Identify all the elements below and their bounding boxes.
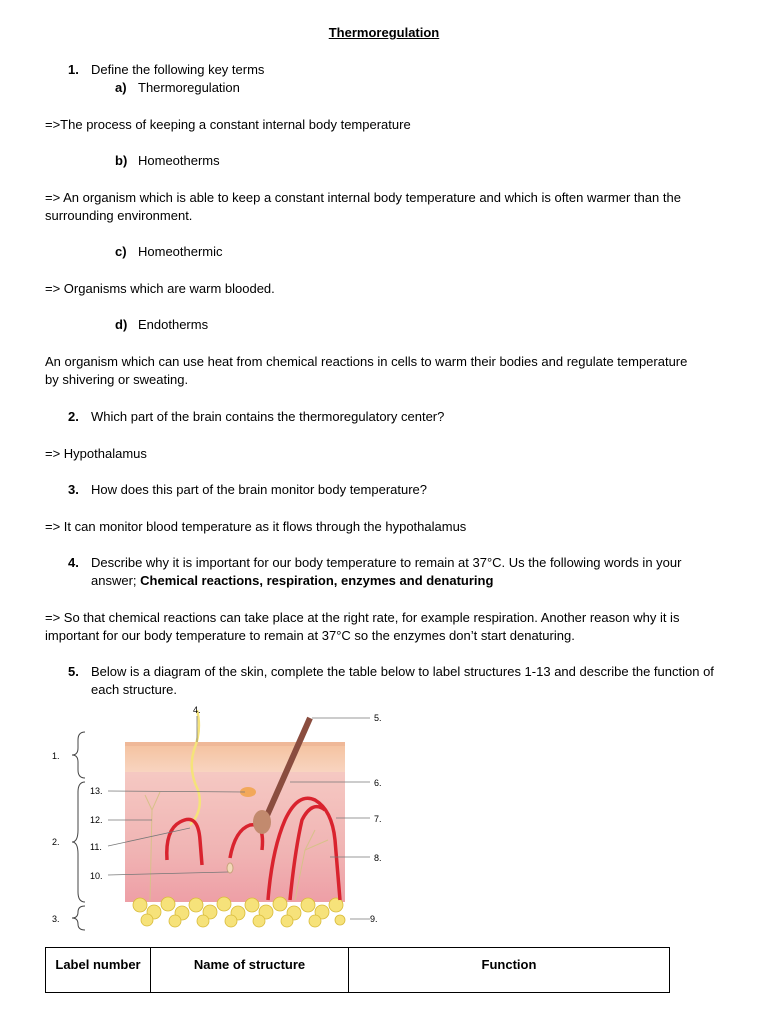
table-header-name: Name of structure <box>151 948 349 993</box>
receptor <box>227 863 233 873</box>
answer-4: => So that chemical reactions can take place at the right rate, for example respiration. Another reason why it is important for our body temperature to remain at 37°C so the enzymes don’t start denaturing. <box>45 610 680 643</box>
question-3-text: How does this part of the brain monitor body temperature? <box>91 482 428 497</box>
question-2-text: Which part of the brain contains the thermoregulatory center? <box>91 409 445 424</box>
term-c: Homeothermic <box>138 244 223 259</box>
term-d-letter: d) <box>115 317 128 332</box>
term-b: Homeotherms <box>138 153 220 168</box>
table-header-function: Function <box>349 948 670 993</box>
diagram-label-5: 5. <box>374 713 382 723</box>
diagram-label-10: 10. <box>90 871 103 881</box>
layer-brackets <box>72 732 85 930</box>
diagram-label-11: 11. <box>90 842 102 852</box>
diagram-label-12: 12. <box>90 815 103 825</box>
question-5-text: Below is a diagram of the skin, complete the table below to label structures 1-13 and describe the function of each structure. <box>91 664 714 697</box>
diagram-label-8: 8. <box>374 853 382 863</box>
table-header-label-number: Label number <box>46 948 151 993</box>
diagram-label-1: 1. <box>52 751 60 761</box>
answer-3: => It can monitor blood temperature as it flows through the hypothalamus <box>45 519 467 534</box>
skin-surface <box>125 742 345 746</box>
skin-diagram <box>40 700 400 940</box>
term-a: Thermoregulation <box>138 80 240 95</box>
diagram-label-6: 6. <box>374 778 382 788</box>
question-5-number: 5. <box>68 664 79 679</box>
hair-follicle <box>253 810 271 834</box>
term-a-letter: a) <box>115 80 127 95</box>
question-4-prompt: Describe why it is important for our body temperature to remain at 37°C. Us the following words in your answer; <box>91 555 682 588</box>
diagram-label-3: 3. <box>52 914 60 924</box>
page-title: Thermoregulation <box>328 25 440 40</box>
answer-c: => Organisms which are warm blooded. <box>45 281 275 296</box>
term-d: Endotherms <box>138 317 209 332</box>
diagram-label-2: 2. <box>52 837 60 847</box>
question-1-number: 1. <box>68 62 79 77</box>
diagram-label-4: 4. <box>193 705 201 715</box>
term-b-letter: b) <box>115 153 128 168</box>
question-4-keywords: Chemical reactions, respiration, enzymes and denaturing <box>140 573 494 588</box>
question-2-number: 2. <box>68 409 79 424</box>
answer-a: =>The process of keeping a constant internal body temperature <box>45 117 411 132</box>
diagram-label-13: 13. <box>90 786 103 796</box>
table-header-row <box>46 948 670 993</box>
question-3-number: 3. <box>68 482 79 497</box>
term-c-letter: c) <box>115 244 127 259</box>
question-4-number: 4. <box>68 555 79 570</box>
answer-d: An organism which can use heat from chemical reactions in cells to warm their bodies and regulate temperature by shivering or sweating. <box>45 354 688 387</box>
question-1-text: Define the following key terms <box>91 62 265 77</box>
question-4-text <box>91 554 721 590</box>
diagram-label-9: 9. <box>370 914 378 924</box>
structure-table <box>45 947 670 993</box>
answer-b: => An organism which is able to keep a constant internal body temperature and which is often warmer than the surrounding environment. <box>45 190 681 223</box>
answer-2: => Hypothalamus <box>45 446 147 461</box>
diagram-label-7: 7. <box>374 814 382 824</box>
epidermis-layer <box>125 742 345 772</box>
